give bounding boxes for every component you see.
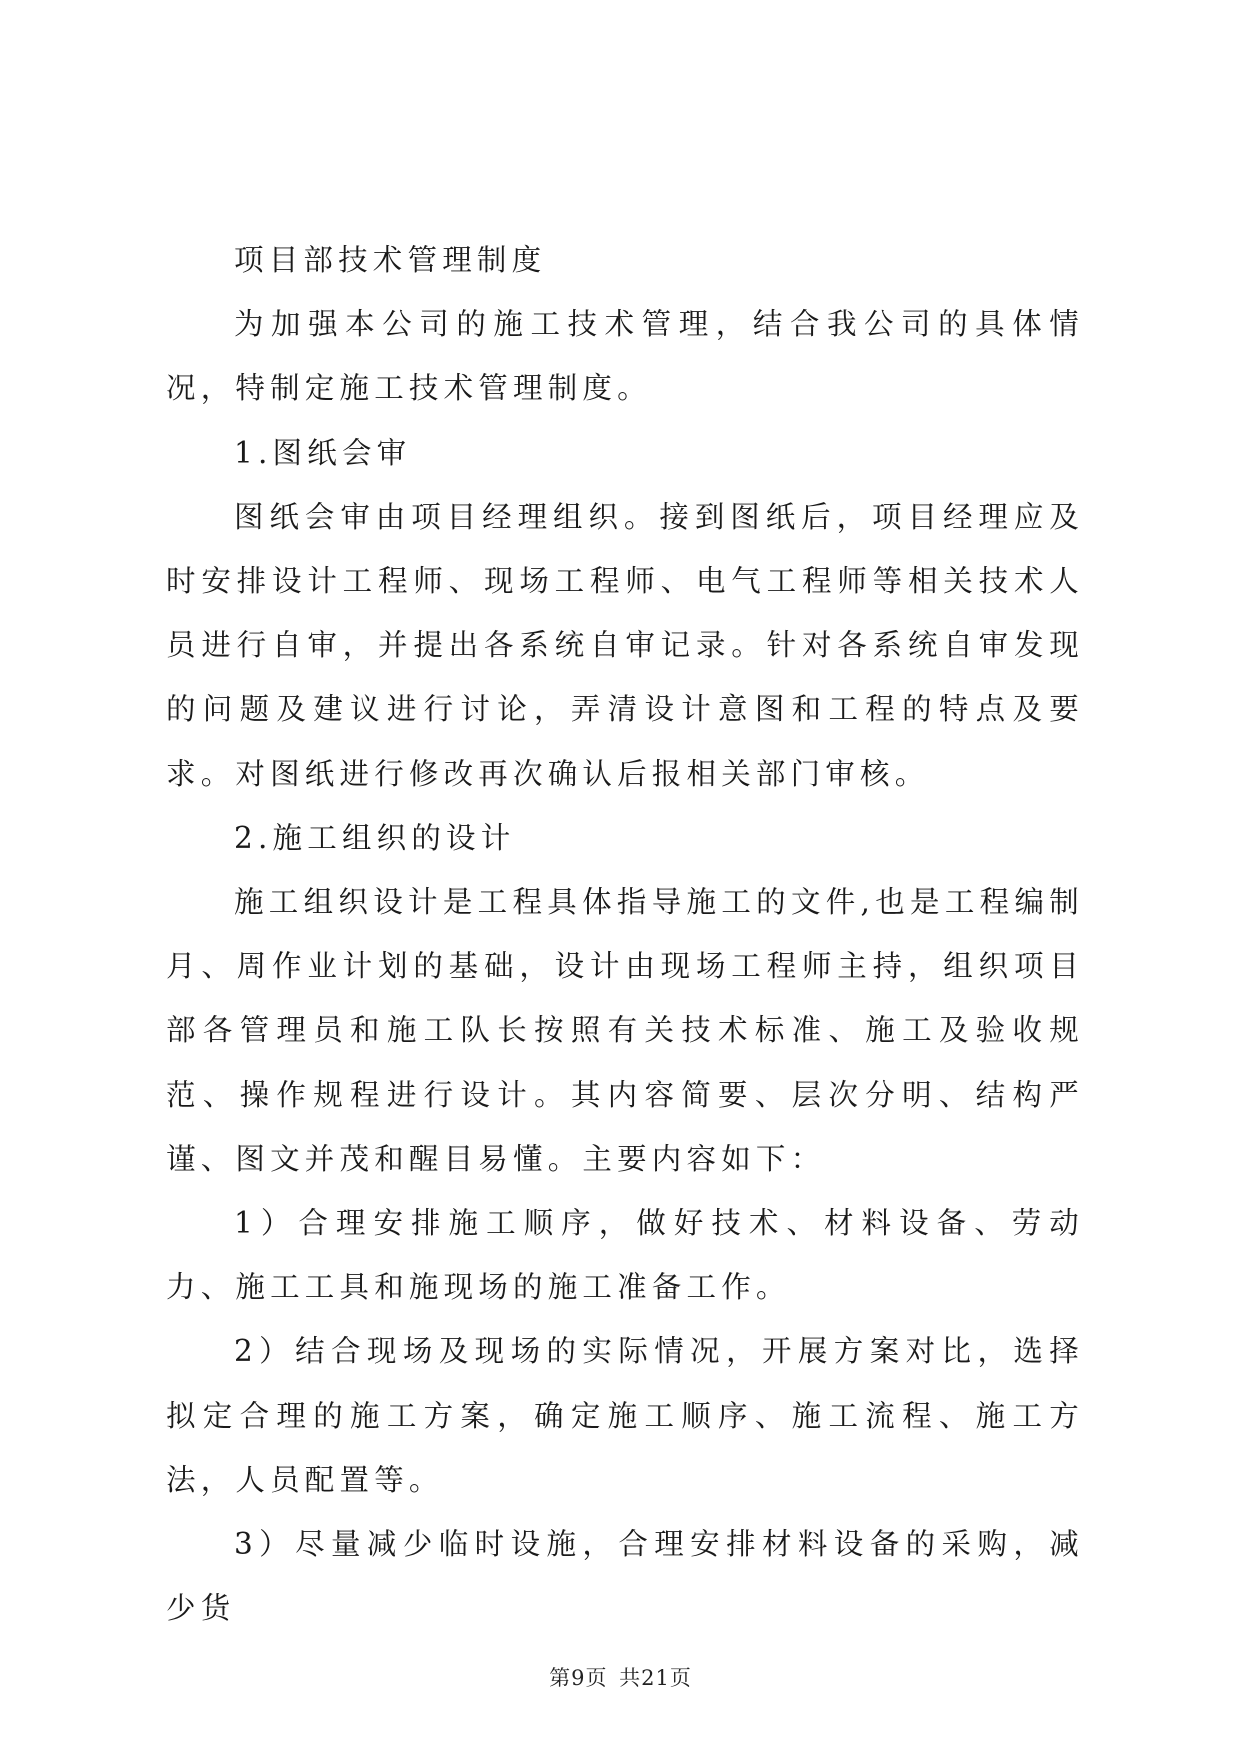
paragraph-intro: 为加强本公司的施工技术管理，结合我公司的具体情况，特制定施工技术管理制度。 (166, 307, 1084, 406)
list-item-1: 1）合理安排施工顺序，做好技术、材料设备、劳动力、施工工具和施现场的施工准备工作。 (166, 1206, 1084, 1305)
page-number: 第9页 (549, 1666, 608, 1690)
section-heading-drawing-review: 1.图纸会审 (234, 435, 412, 470)
list-item-2: 2）结合现场及现场的实际情况，开展方案对比，选择拟定合理的施工方案，确定施工顺序、施工流程、施工方法，人员配置等。 (166, 1334, 1084, 1497)
document-body (166, 228, 1084, 1640)
section-heading-construction-design: 2.施工组织的设计 (234, 820, 516, 855)
paragraph-construction-design: 施工组织设计是工程具体指导施工的文件,也是工程编制月、周作业计划的基础，设计由现场工程师主持，组织项目部各管理员和施工队长按照有关技术标准、施工及验收规范、操作规程进行设计。其内容简要、层次分明、结构严谨、图文并茂和醒目易懂。主要内容如下： (166, 885, 1084, 1176)
list-item-3: 3）尽量减少临时设施，合理安排材料设备的采购，减少货 (166, 1527, 1084, 1626)
page-total: 共21页 (619, 1666, 692, 1690)
document-title: 项目部技术管理制度 (234, 243, 547, 277)
paragraph-drawing-review: 图纸会审由项目经理组织。接到图纸后，项目经理应及时安排设计工程师、现场工程师、电气工程师等相关技术人员进行自审，并提出各系统自审记录。针对各系统自审发现的问题及建议进行讨论，弄清设计意图和工程的特点及要求。对图纸进行修改再次确认后报相关部门审核。 (166, 499, 1084, 791)
page-footer (0, 1662, 1241, 1692)
